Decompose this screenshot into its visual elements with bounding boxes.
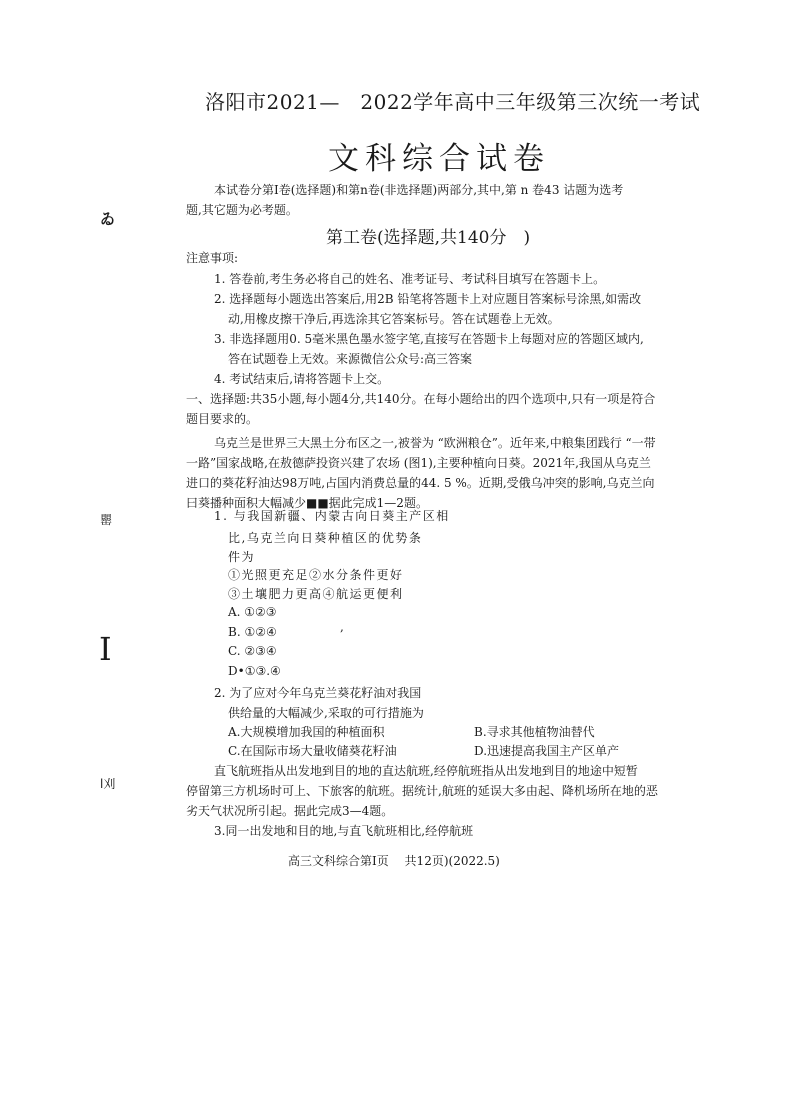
q2-option-d: D.迅速提高我国主产区单产: [474, 744, 620, 758]
q2-stem-2: 供给量的大幅减少,采取的可行措施为: [228, 706, 424, 720]
q1-option-a: A. ①②③: [228, 605, 277, 619]
notice-item-2: 2. 选择题每小题选出答案后,用2B 铅笔将答题卡上对应题目答案标号涂黑,如需改: [214, 292, 642, 306]
q2-option-a: A.大规模增加我国的种植面积: [228, 725, 385, 739]
passage-2-line-3: 劣天气状况所引起。据此完成3—4题。: [186, 804, 394, 818]
stray-mark: ,: [340, 620, 344, 634]
q1-stem-2: 比,乌克兰向日葵种植区的优势条: [228, 531, 423, 545]
q2-option-c: C.在国际市场大量收储葵花籽油: [228, 744, 397, 758]
notice-item-1: 1. 答卷前,考生务必将自己的姓名、准考证号、考试科目填写在答题卡上。: [214, 272, 606, 286]
margin-mark-3: I: [99, 630, 112, 668]
q1-option-c: C. ②③④: [228, 644, 277, 658]
intro-line-2: 题,其它题为必考题。: [186, 203, 298, 217]
notice-item-3-cont: 答在试题卷上无效。来源微信公众号:高三答案: [228, 352, 473, 366]
passage-1-line-4: 曰葵播种面积大幅减少■■据此完成1—2题。: [186, 496, 428, 510]
q1-stem-3: 件为: [228, 550, 256, 564]
q1-statement-2: ③土壤肥力更高④航运更便利: [228, 587, 404, 601]
passage-2-line-2: 停留第三方机场时可上、下旅客的航班。据统计,航班的延误大多由起、降机场所在地的恶: [186, 784, 658, 798]
q2-stem-1: 2. 为了应对今年乌克兰葵花籽油对我国: [214, 686, 422, 700]
q1-statement-1: ①光照更充足②水分条件更好: [228, 568, 404, 582]
margin-mark-4: l刈: [100, 777, 116, 791]
intro-line-1: 本试卷分第Ⅰ卷(选择题)和第n卷(非选择题)两部分,其中,第 n 卷43 诂题为选考: [214, 183, 624, 197]
q1-option-d: D•①③.④: [228, 664, 281, 678]
q2-option-b: B.寻求其他植物油替代: [474, 725, 595, 739]
notice-item-2-cont: 动,用橡皮擦干净后,再选涂其它答案标号。答在试题卷上无效。: [228, 312, 560, 326]
paper-title: 文科综合试卷: [328, 141, 550, 177]
notice-heading: 注意事项:: [186, 251, 239, 265]
passage-1-line-3: 进口的葵花籽油达98万吨,占国内消费总量的44. 5 %。近期,受俄乌冲突的影响,乌克兰向: [186, 476, 655, 490]
page-footer: 高三文科综合第Ⅰ页 共12页)(2022.5): [288, 854, 500, 868]
q3-stem: 3.同一出发地和目的地,与直飞航班相比,经停航班: [214, 824, 474, 838]
notice-item-4: 4. 考试结束后,请将答题卡上交。: [214, 372, 390, 386]
passage-1-line-2: 一路”国家战略,在敖德萨投资兴建了农场 (图1),主要种植向日葵。2021年,我国从乌克兰: [186, 456, 651, 470]
part-1-instruction: 一、选择题:共35小题,每小题4分,共140分。在每小题给出的四个选项中,只有一项是符合: [186, 392, 656, 406]
notice-item-3: 3. 非选择题用0. 5毫米黑色墨水签字笔,直接写在答题卡上每题对应的答题区域内,: [214, 332, 644, 346]
section-1-title: 第工卷(选择题,共140分 ): [326, 228, 531, 248]
passage-2-line-1: 直飞航班指从出发地到目的地的直达航班,经停航班指从出发地到目的地途中短暂: [214, 764, 638, 778]
exam-title: 洛阳市2021— 2022学年高中三年级第三次统一考试: [205, 90, 701, 114]
q1-option-b: B. ①②④: [228, 625, 277, 639]
margin-mark-2: 罌: [100, 513, 113, 527]
q1-stem-1: 1. 与我国新疆、内蒙古向日葵主产区相: [214, 509, 450, 523]
part-1-instruction-cont: 题目要求的。: [186, 412, 259, 426]
margin-mark-1: ゐ: [100, 210, 116, 228]
passage-1-line-1: 乌克兰是世界三大黑土分布区之一,被誉为 “欧洲粮仓”。近年来,中粮集团践行 “一带: [214, 436, 656, 450]
